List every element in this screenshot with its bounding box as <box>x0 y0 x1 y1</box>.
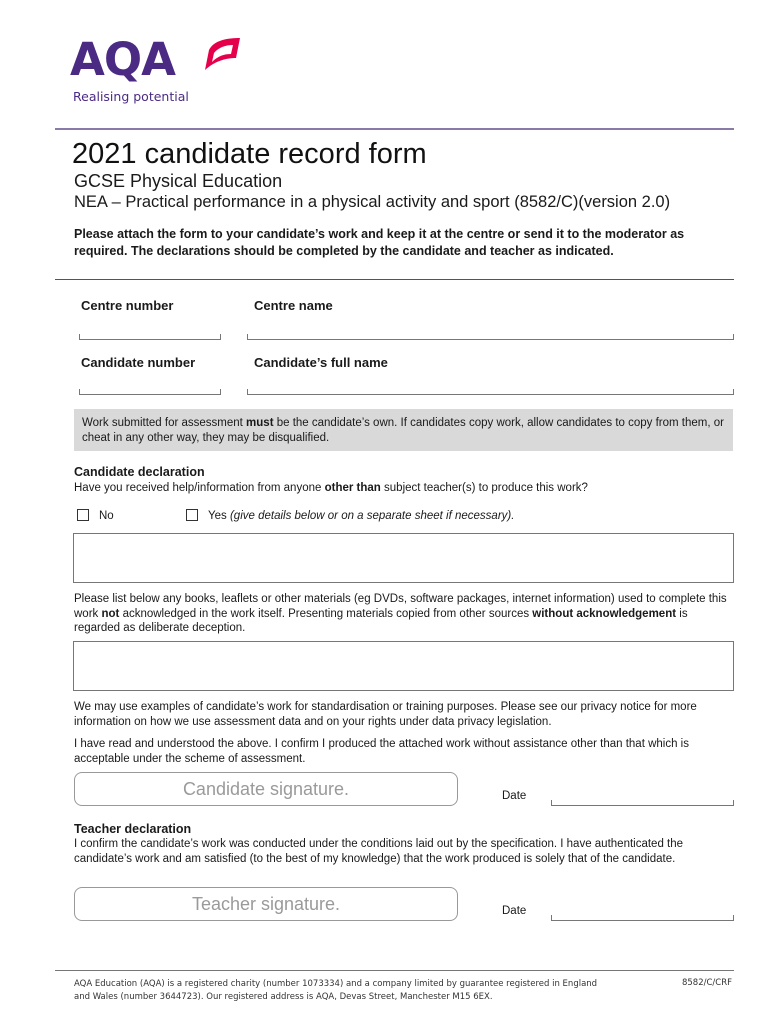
notice-text-post: be the candidate’s own. If candidates copy work, allow candidates to copy from them, or cheat in any other way, they may be disqualified. <box>82 417 724 444</box>
centre-number-field[interactable] <box>79 334 221 340</box>
teacher-date-field[interactable] <box>551 915 734 921</box>
form-component: NEA – Practical performance in a physical activity and sport (8582/C)(version 2.0) <box>74 193 671 211</box>
materials-list-input[interactable] <box>73 641 734 691</box>
form-subtitle: GCSE Physical Education <box>74 171 283 191</box>
yes-label <box>208 510 514 522</box>
teacher-declaration-heading: Teacher declaration <box>74 822 192 836</box>
footer-form-code: 8582/C/CRF <box>681 978 732 988</box>
help-details-input[interactable] <box>73 533 734 583</box>
centre-name-field[interactable] <box>247 334 734 340</box>
no-label: No <box>99 510 114 522</box>
candidate-name-field[interactable] <box>247 389 734 395</box>
logo-tagline: Realising potential <box>73 89 189 104</box>
teacher-declaration-text: I confirm the candidate’s work was conducted under the conditions laid out by the specification. I have authenticated the candidate’s work and am satisfied (to the best of my knowledge) that the work produced is solely that of the candidate. <box>74 838 684 865</box>
yes-checkbox[interactable] <box>186 509 198 521</box>
help-question-pre: Have you received help/information from anyone <box>74 482 325 494</box>
materials-bold-1: not <box>101 607 120 620</box>
section-divider <box>55 279 734 280</box>
teacher-date-label: Date <box>502 905 527 917</box>
help-question-post: subject teacher(s) to produce this work? <box>380 482 588 494</box>
candidate-name-label: Candidate’s full name <box>254 355 388 370</box>
logo-wordmark: AQA <box>70 33 175 86</box>
footer-divider <box>55 970 734 971</box>
header-divider <box>55 128 734 130</box>
materials-text-1: Please list below any books, leaflets or other materials (eg DVDs, software packages, internet information) used to complete this work <box>74 593 727 620</box>
centre-number-label: Centre number <box>81 298 174 313</box>
yes-label-hint: (give details below or on a separate sheet if necessary). <box>229 510 515 522</box>
form-instructions: Please attach the form to your candidate’s work and keep it at the centre or send it to the moderator as required. The declarations should be completed by the candidate and teacher as indicated. <box>74 227 685 258</box>
help-question-bold: other than <box>324 482 381 494</box>
teacher-signature-field[interactable]: Teacher signature. <box>74 887 458 921</box>
candidate-number-label: Candidate number <box>81 355 196 370</box>
confirmation-text: I have read and understood the above. I confirm I produced the attached work without assistance other than that which is acceptable under the scheme of assessment. <box>74 738 689 765</box>
candidate-declaration-heading: Candidate declaration <box>74 465 205 479</box>
candidate-number-field[interactable] <box>79 389 221 395</box>
logo-flag-icon <box>202 36 242 72</box>
notice-text-bold: must <box>246 417 274 429</box>
form-title: 2021 candidate record form <box>72 138 427 170</box>
yes-label-text: Yes <box>208 510 227 522</box>
centre-name-label: Centre name <box>254 298 333 313</box>
materials-text-2: acknowledged in the work itself. Presenting materials copied from other sources <box>119 607 533 620</box>
candidate-date-label: Date <box>502 790 527 802</box>
notice-text-pre: Work submitted for assessment <box>82 417 247 429</box>
materials-text-3: is regarded as deliberate deception. <box>74 607 688 634</box>
no-checkbox[interactable] <box>77 509 89 521</box>
footer-legal-text: AQA Education (AQA) is a registered charity (number 1073334) and a company limited by guarantee registered in England and Wales (number 3644723). Our registered address is AQA, Devas Street, Manchester M15 6EX. <box>74 979 598 1002</box>
privacy-text: We may use examples of candidate’s work for standardisation or training purposes. Please see our privacy notice for more information on how we use assessment data and on your rights under data privacy legislation. <box>74 701 697 728</box>
candidate-date-field[interactable] <box>551 800 734 806</box>
candidate-signature-field[interactable]: Candidate signature. <box>74 772 458 806</box>
aqa-logo <box>70 33 245 108</box>
materials-bold-2: without acknowledgement <box>532 607 677 620</box>
help-question <box>74 481 734 496</box>
materials-instructions <box>74 592 734 636</box>
disqualification-notice <box>74 409 733 451</box>
